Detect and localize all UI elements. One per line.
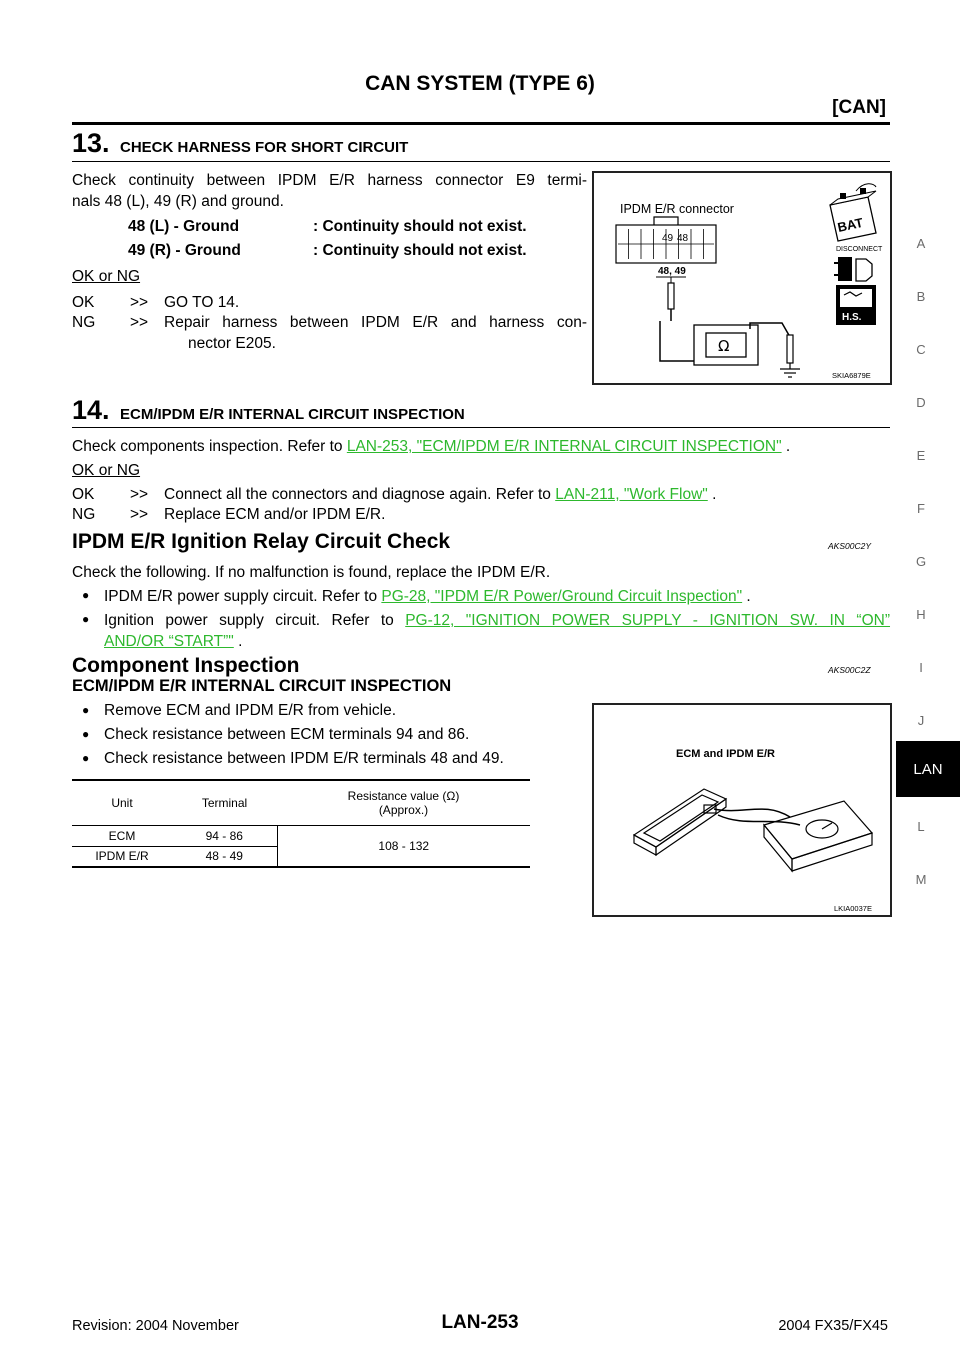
connector-diagram <box>594 173 890 383</box>
component-ref-code: AKS00C2Z <box>828 665 871 675</box>
link-pg-12-cont[interactable]: AND/OR “START”" <box>104 633 234 650</box>
cell-terminal: 94 - 86 <box>205 828 243 843</box>
relay-bullet-2: Ignition power supply circuit. Refer to PG-12, "IGNITION POWER SUPPLY - IGNITION SW. IN “ON” AND/OR “START”" . <box>104 612 891 650</box>
col-header-resistance: Resistance value (Ω) (Approx.) <box>347 788 460 817</box>
resistance-table <box>72 779 530 868</box>
header-rule <box>72 122 890 125</box>
spec-48-result: : Continuity should not exist. <box>313 218 527 235</box>
component-bullet-3: Check resistance between IPDM E/R terminals 48 and 49. <box>104 750 504 767</box>
figure-code: LKIA0037E <box>834 904 872 913</box>
bat-label: BAT <box>836 214 865 235</box>
link-lan-211[interactable]: LAN-211, "Work Flow" <box>555 486 708 503</box>
step-title: CHECK HARNESS FOR SHORT CIRCUIT <box>120 139 409 156</box>
ok-or-ng-label: OK or NG <box>72 268 141 285</box>
ok-arrow: >> <box>130 294 149 311</box>
component-bullet-2: Check resistance between ECM terminals 94 and 86. <box>104 726 470 743</box>
ecm-figure <box>592 703 892 917</box>
step-13-text: Check continuity between IPDM E/R harness connector E9 termi- nals 48 (L), 49 (R) and ground. <box>72 172 587 210</box>
ok-action: GO TO 14. <box>164 294 240 311</box>
ok-action: Connect all the connectors and diagnose again. Refer to LAN-211, "Work Flow" . <box>164 486 717 503</box>
disconnect-label: DISCONNECT <box>836 246 883 253</box>
index-letter-g[interactable]: G <box>915 554 927 569</box>
figure-code: SKIA6879E <box>832 371 871 380</box>
relay-ref-code: AKS00C2Y <box>828 541 871 551</box>
ok-arrow: >> <box>130 486 149 503</box>
index-letter-m[interactable]: M <box>915 872 927 887</box>
component-subtitle: ECM/IPDM E/R INTERNAL CIRCUIT INSPECTION <box>72 677 452 695</box>
bullet-icon: ● <box>82 612 90 626</box>
cell-unit: IPDM E/R <box>95 849 149 864</box>
spec-48: 48 (L) - Ground <box>128 218 240 235</box>
battery-icon <box>830 184 876 241</box>
table-row <box>72 825 530 846</box>
relay-section-title: IPDM E/R Ignition Relay Circuit Check <box>72 530 451 553</box>
relay-intro: Check the following. If no malfunction is found, replace the IPDM E/R. <box>72 564 551 581</box>
index-letter-c[interactable]: C <box>916 342 926 357</box>
index-letter-j[interactable]: J <box>917 713 925 728</box>
bullet-icon: ● <box>82 703 90 717</box>
footer-model: 2004 FX35/FX45 <box>778 1318 888 1334</box>
step-14-heading <box>72 395 465 426</box>
probe-leads <box>714 809 800 825</box>
ng-arrow: >> <box>130 314 149 331</box>
step-number: 14. <box>72 395 110 425</box>
cell-terminal: 48 - 49 <box>205 849 243 864</box>
ok-label: OK <box>72 294 95 311</box>
index-letter-h[interactable]: H <box>916 607 926 622</box>
bullet-icon: ● <box>82 588 90 602</box>
page-title: CAN SYSTEM (TYPE 6) <box>365 72 595 95</box>
index-letter-f[interactable]: F <box>917 501 925 516</box>
bullet-icon: ● <box>82 751 90 765</box>
col-header-unit: Unit <box>111 795 133 810</box>
ng-action: Repair harness between IPDM E/R and harness con- nector E205. <box>164 314 587 352</box>
step-number: 13. <box>72 128 110 158</box>
ng-action: Replace ECM and/or IPDM E/R. <box>164 506 386 523</box>
index-letter-d[interactable]: D <box>916 395 926 410</box>
step-13-heading <box>72 128 408 159</box>
connector-label: IPDM E/R connector <box>620 202 734 216</box>
link-pg-28[interactable]: PG-28, "IPDM E/R Power/Ground Circuit Inspection" <box>381 588 743 605</box>
ng-arrow: >> <box>130 506 149 523</box>
ng-label: NG <box>72 506 96 523</box>
relay-bullet-1: IPDM E/R power supply circuit. Refer to PG-28, "IPDM E/R Power/Ground Circuit Inspection" . <box>104 588 751 605</box>
terminal-label: 48, 49 <box>658 266 686 277</box>
ng-label: NG <box>72 314 96 331</box>
harness-figure <box>592 171 892 385</box>
ok-label: OK <box>72 486 95 503</box>
index-letter-e[interactable]: E <box>916 448 926 463</box>
cell-resistance: 108 - 132 <box>277 825 530 867</box>
footer-page-number: LAN-253 <box>441 1312 519 1333</box>
link-lan-253[interactable]: LAN-253, "ECM/IPDM E/R INTERNAL CIRCUIT INSPECTION" <box>346 438 782 455</box>
section-label: [CAN] <box>832 97 886 118</box>
index-letter-i[interactable]: I <box>919 660 923 675</box>
spec-49-result: : Continuity should not exist. <box>313 242 527 259</box>
index-letter-b[interactable]: B <box>916 289 926 304</box>
bullet-icon: ● <box>82 727 90 741</box>
component-bullet-1: Remove ECM and IPDM E/R from vehicle. <box>104 702 397 719</box>
hs-label: H.S. <box>842 312 862 323</box>
figure-caption: ECM and IPDM E/R <box>676 748 776 760</box>
index-letter-a[interactable]: A <box>916 236 926 251</box>
step-title: ECM/IPDM E/R INTERNAL CIRCUIT INSPECTION <box>120 406 465 423</box>
pin-49: 49 <box>662 233 674 244</box>
ohm-symbol: Ω <box>718 337 730 355</box>
disconnect-icon <box>834 257 872 281</box>
component-section-title: Component Inspection <box>72 654 300 677</box>
cell-unit: ECM <box>108 828 136 843</box>
ecm-meter-diagram <box>594 705 890 915</box>
link-pg-12[interactable]: PG-12, "IGNITION POWER SUPPLY - IGNITION SW. IN “ON” <box>405 612 891 629</box>
index-letter-l[interactable]: L <box>917 819 925 834</box>
pin-48: 48 <box>677 233 689 244</box>
index-tab-lan[interactable]: LAN <box>896 741 960 797</box>
ok-or-ng-label: OK or NG <box>72 462 141 479</box>
step-rule <box>72 427 890 428</box>
step-14-text: Check components inspection. Refer to LAN-253, "ECM/IPDM E/R INTERNAL CIRCUIT INSPECTION" . <box>72 438 791 455</box>
ecm-unit-drawing <box>634 789 726 855</box>
spec-49: 49 (R) - Ground <box>128 242 241 259</box>
hs-tool-icon <box>836 285 876 325</box>
footer-revision: Revision: 2004 November <box>72 1318 239 1334</box>
col-header-terminal: Terminal <box>201 795 248 810</box>
step-rule <box>72 161 890 162</box>
